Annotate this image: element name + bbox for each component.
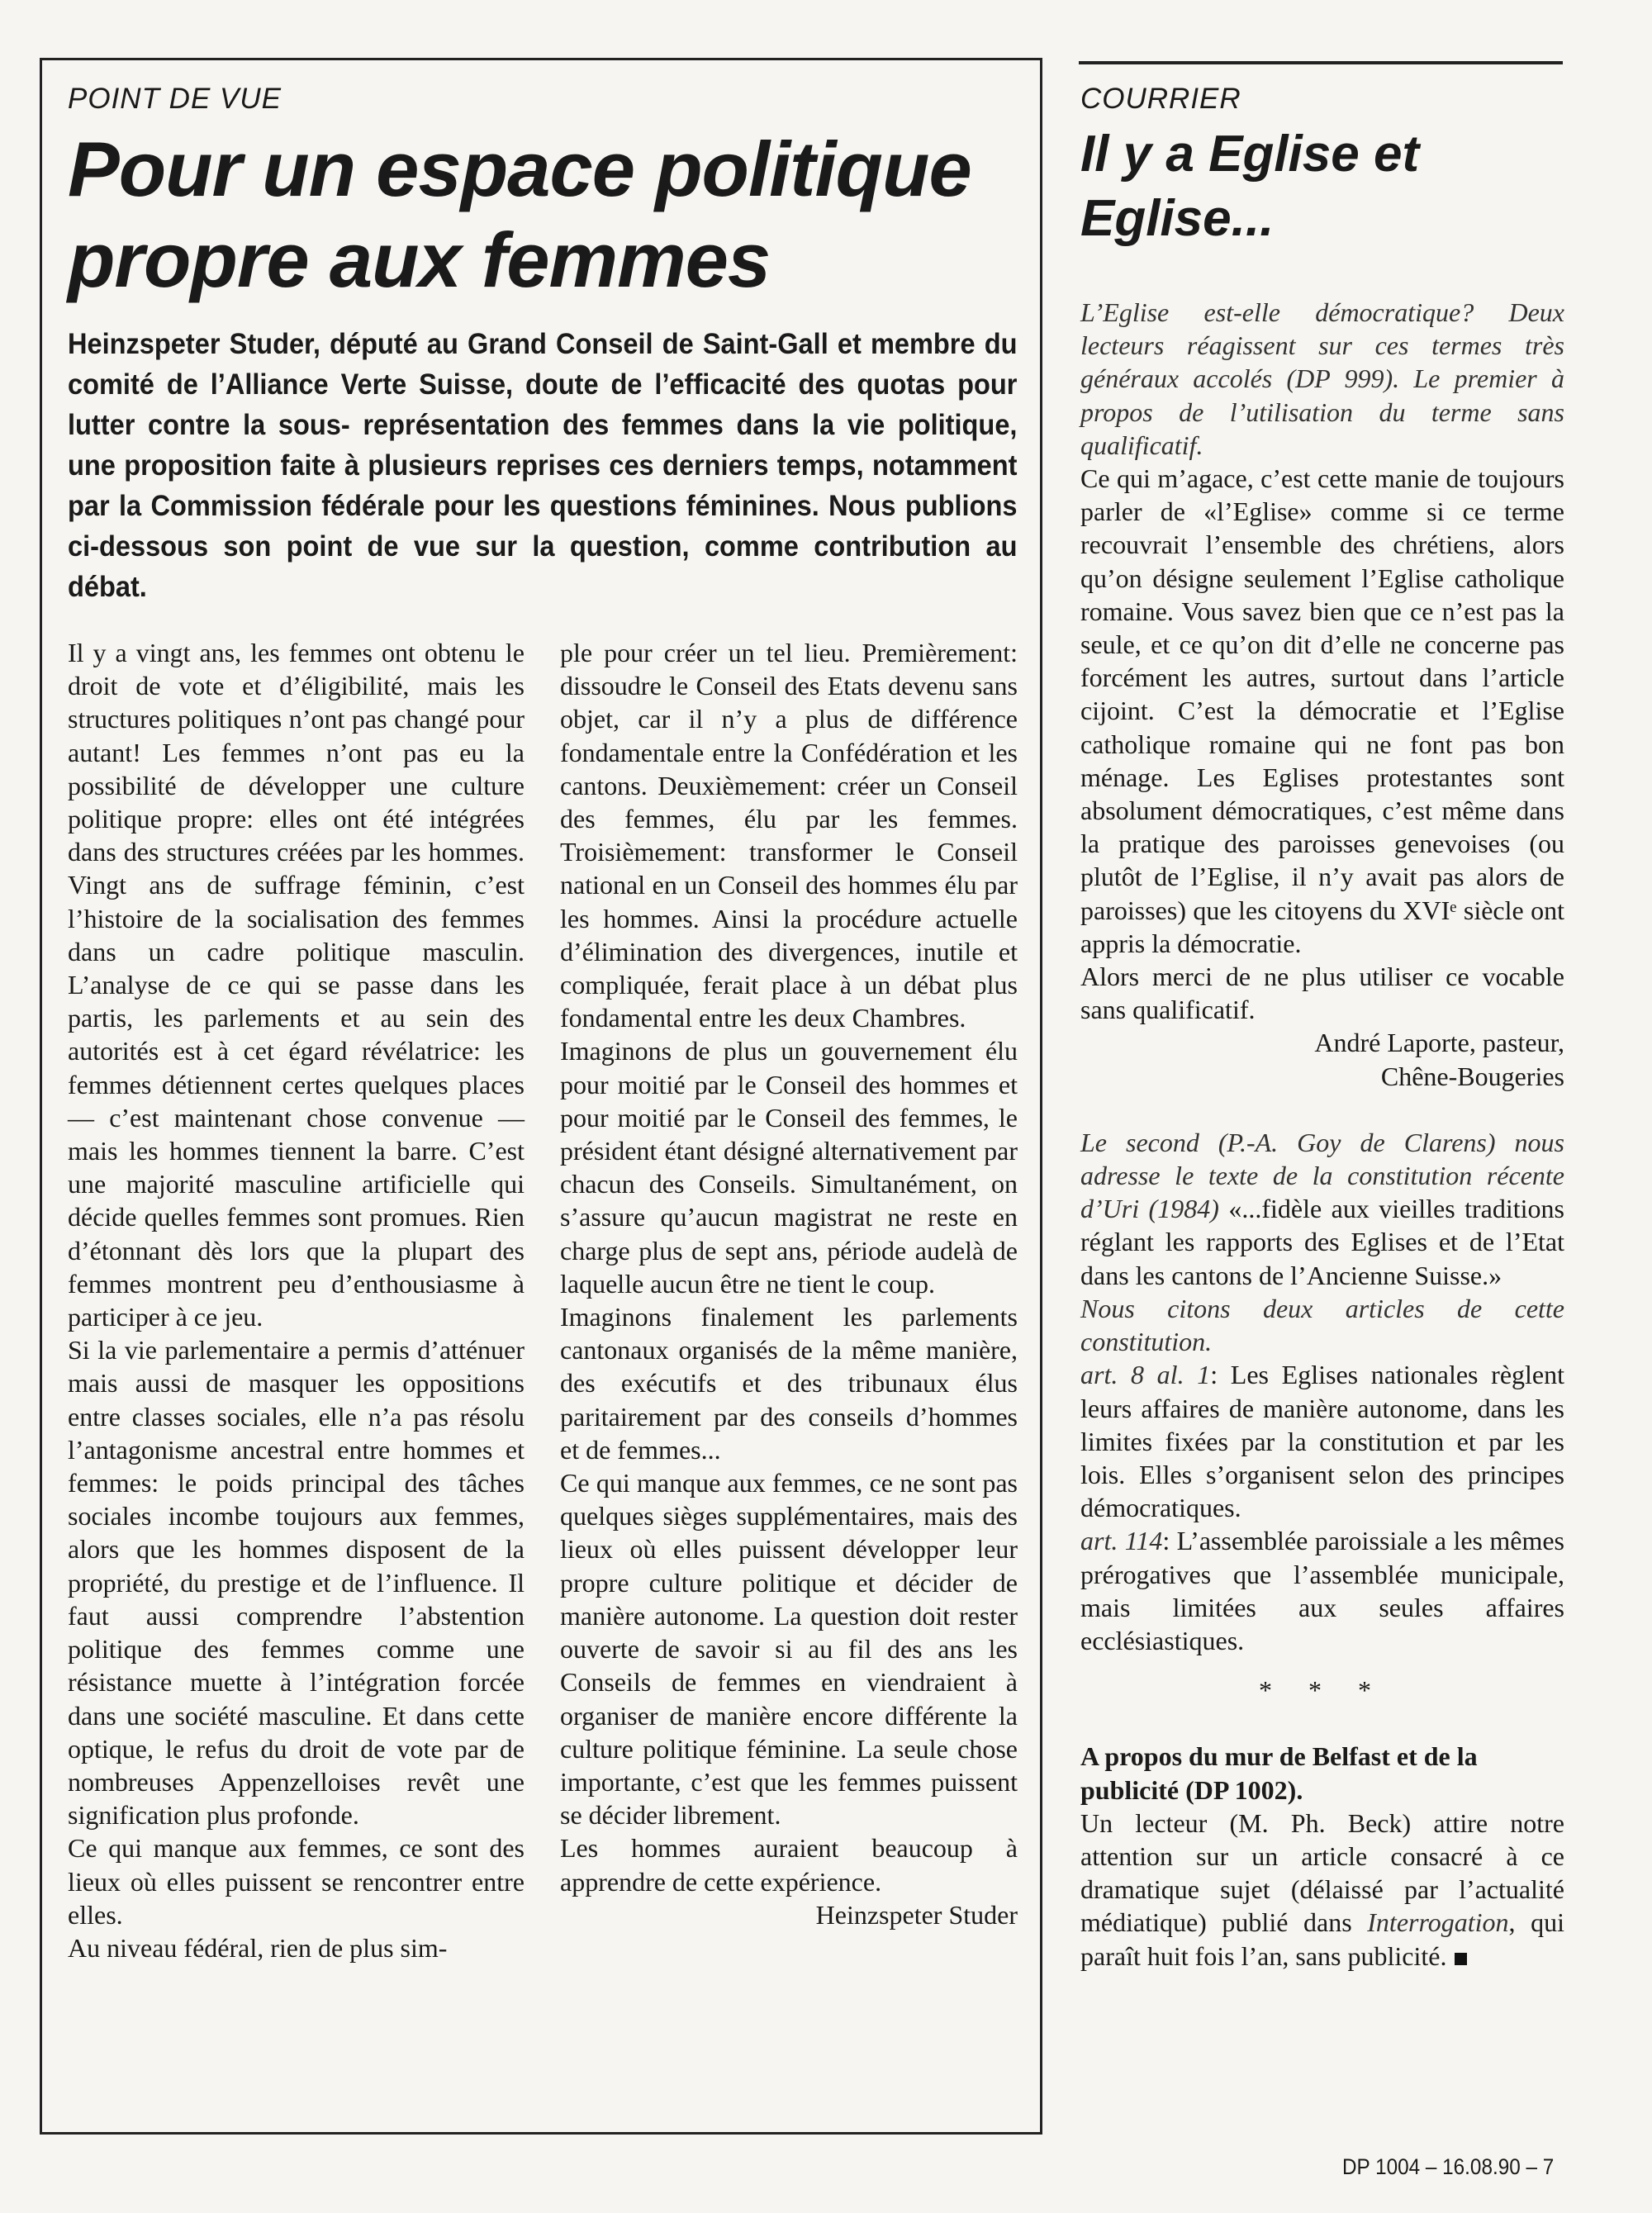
column-rule xyxy=(1079,61,1563,64)
section-separator: * * * xyxy=(1259,1675,1386,1706)
end-mark-icon xyxy=(1455,1953,1467,1965)
article-paragraph: ple pour créer un tel lieu. Premièrement: dissoudre le Conseil des Etats devenu sans objet, car il n’y a plus de différence fondamentale entre la Confédération et les cantons. Deuxièmement: créer un Conseil des femmes, élu par les femmes. Troisièmement: transformer le Conseil national en un Conseil des hommes élu par les hommes. Ainsi la procédure actuelle d’élimination des divergences, inutile et compliquée, ferait place à un débat plus fondamental entre les deux Chambres. xyxy=(560,638,1018,1033)
letter-paragraph: Ce qui m’agace, c’est cette manie de toujours parler de «l’Eglise» comme si ce terme recouvrait l’ensemble des chrétiens, alors qu’on désigne seulement l’Eglise catholique romaine. Vous savez bien que ce n’est pas la seule, et ce qu’on dit d’elle ne concerne pas forcément les autres, surtout dans l’article cijoint. C’est la démocratie et l’Eglise catholique romaine qui ne font pas bon ménage. Les Eglises protestantes sont absolument démocratiques, c’est même dans la pratique des paroisses genevoises (ou plutôt de l’Eglise, il n’y avait pas alors de paroisses) que les citoyens du XVIᵉ siècle ont appris la démocratie. xyxy=(1080,463,1564,958)
second-letter-intro xyxy=(1080,1126,1564,1292)
second-letter-quote: «...fidèle aux vieilles traditions réglant les rapports des Eglises et de l’Etat dans les cantons de l’Ancienne Suisse.» xyxy=(1080,1194,1565,1290)
belfast-heading: A propos du mur de Belfast et de la publicité (DP 1002). xyxy=(1080,1741,1478,1805)
article-paragraph: Les hommes auraient beaucoup à apprendre de cette expérience. xyxy=(560,1833,1018,1897)
article-title xyxy=(68,124,1018,306)
letter-author: André Laporte, pasteur, xyxy=(1314,1028,1564,1058)
article-text: : L’assemblée paroissiale a les mêmes prérogatives que l’assemblée municipale, mais limitées aux seules affaires ecclésiastiques. xyxy=(1080,1526,1565,1655)
second-letter-intro-text: Le second (P.-A. Goy de Clarens) nous adresse le texte de la constitution récente d’Uri (1984) xyxy=(1080,1127,1564,1224)
belfast-text: , qui paraît huit fois l’an, sans publicité. xyxy=(1080,1907,1565,1971)
article-paragraph: Si la vie parlementaire a permis d’atténuer mais aussi de masquer les oppositions entre classes sociales, elle n’a pas résolu l’antagonisme ancestral entre hommes et femmes: le poids principal des tâches sociales incombe toujours aux femmes, alors que les hommes disposent de la propriété, du prestige et de l’influence. Il faut aussi comprendre l’abstention politique des femmes comme une résistance muette à l’intégration forcée dans une société masculine. Et dans cette optique, le refus du droit de vote par de nombreuses Appenzelloises revêt une signification plus profonde. xyxy=(68,1335,525,1831)
belfast-paragraph xyxy=(1080,1807,1564,1973)
article-paragraph: Ce qui manque aux femmes, ce sont des lieux où elles puissent se rencontrer entre elles. xyxy=(68,1833,525,1930)
page-folio: DP 1004 – 16.08.90 – 7 xyxy=(1342,2154,1555,2179)
article-text: : Les Eglises nationales règlent leurs affaires de manière autonome, dans les limites fixées par la constitution et par les lois. Elles s’organisent selon des principes démocratiques. xyxy=(1080,1360,1565,1523)
article-lead: Heinzspeter Studer, député au Grand Conseil de Saint-Gall et membre du comité de l’Alliance Verte Suisse, doute de l’efficacité des quotas pour lutter contre la sous- représentation des femmes dans la vie politique, une proposition faite à plusieurs reprises ces derniers temps, notamment par la Commission fédérale pour les questions féminines. Nous publions ci-dessous son point de vue sur la question, comme contribution au débat. xyxy=(68,328,1018,603)
citation-intro: Nous citons deux articles de cette constitution. xyxy=(1080,1293,1564,1357)
belfast-text: Un lecteur (M. Ph. Beck) attire notre attention sur un article consacré à ce dramatique sujet (délaissé par l’actualité médiatique) publié dans xyxy=(1080,1807,1564,1938)
article-paragraph: Il y a vingt ans, les femmes ont obtenu le droit de vote et d’éligibilité, mais les structures politiques n’ont pas changé pour autant! Les femmes n’ont pas eu la possibilité de développer une culture politique propre: elles ont été intégrées dans des structures créées par les hommes. Vingt ans de suffrage féminin, c’est l’histoire de la socialisation des femmes dans un cadre politique masculin. L’analyse de ce qui se passe dans les partis, les parlements et au sein des autorités est à cet égard révélatrice: les femmes détiennent certes quelques places — c’est maintenant chose convenue — mais les hommes tiennent la barre. C’est une majorité masculine artificielle qui décide quelles femmes sont promues. Rien d’étonnant dès lors que la plupart des femmes montrent peu d’enthousiasme à participer à ce jeu. xyxy=(68,638,525,1332)
article-column-middle xyxy=(560,636,1018,1931)
article-paragraph: Imaginons finalement les parlements cantonaux organisés de la même manière, des exécutifs et des tribunaux élus paritairement par des conseils d’hommes et de femmes... xyxy=(560,1302,1018,1465)
courrier-title xyxy=(1080,122,1568,251)
letter-author-location: Chêne-Bougeries xyxy=(1380,1061,1564,1091)
article-paragraph: Ce qui manque aux femmes, ce ne sont pas quelques sièges supplémentaires, mais des lieux où elles puissent développer leur propre culture politique et décider de manière autonome. La question doit rester ouverte de savoir si au fil des ans les Conseils de femmes en viendraient à organiser de manière encore différente la culture politique féminine. La seule chose importante, c’est que les femmes puissent se décider librement. xyxy=(560,1468,1018,1831)
article-label: art. 114 xyxy=(1080,1526,1163,1556)
courrier-column xyxy=(1080,296,1564,1973)
article-paragraph: Imaginons de plus un gouvernement élu pour moitié par le Conseil des hommes et pour moitié par le Conseil des femmes, le président étant désigné alternativement par chacun des Conseils. Simultanément, on s’assure qu’aucun magistrat ne reste en charge plus de sept ans, période audelà de laquelle aucun être ne tient le coup. xyxy=(560,1036,1018,1299)
courrier-title-line: Eglise... xyxy=(1080,190,1275,247)
article-title-line: Pour un espace politique xyxy=(68,126,971,212)
courrier-title-line: Il y a Eglise et xyxy=(1080,126,1420,183)
courrier-intro: L’Eglise est-elle démocratique? Deux lecteurs réagissent sur ces termes très généraux accolés (DP 999). Le premier à propos de l’utilisation du terme sans qualificatif. xyxy=(1080,297,1564,460)
article-paragraph: Au niveau fédéral, rien de plus sim- xyxy=(68,1932,448,1963)
article-column-left xyxy=(68,636,525,1964)
article-label: art. 8 al. 1 xyxy=(1080,1360,1211,1390)
section-kicker: POINT DE VUE xyxy=(68,83,282,115)
constitution-article xyxy=(1080,1524,1564,1657)
constitution-article xyxy=(1080,1358,1564,1524)
section-kicker: COURRIER xyxy=(1080,83,1241,115)
article-signature: Heinzspeter Studer xyxy=(815,1899,1018,1930)
journal-name: Interrogation xyxy=(1367,1907,1509,1938)
letter-paragraph: Alors merci de ne plus utiliser ce vocable sans qualificatif. xyxy=(1080,962,1564,1025)
article-title-line: propre aux femmes xyxy=(68,216,771,303)
